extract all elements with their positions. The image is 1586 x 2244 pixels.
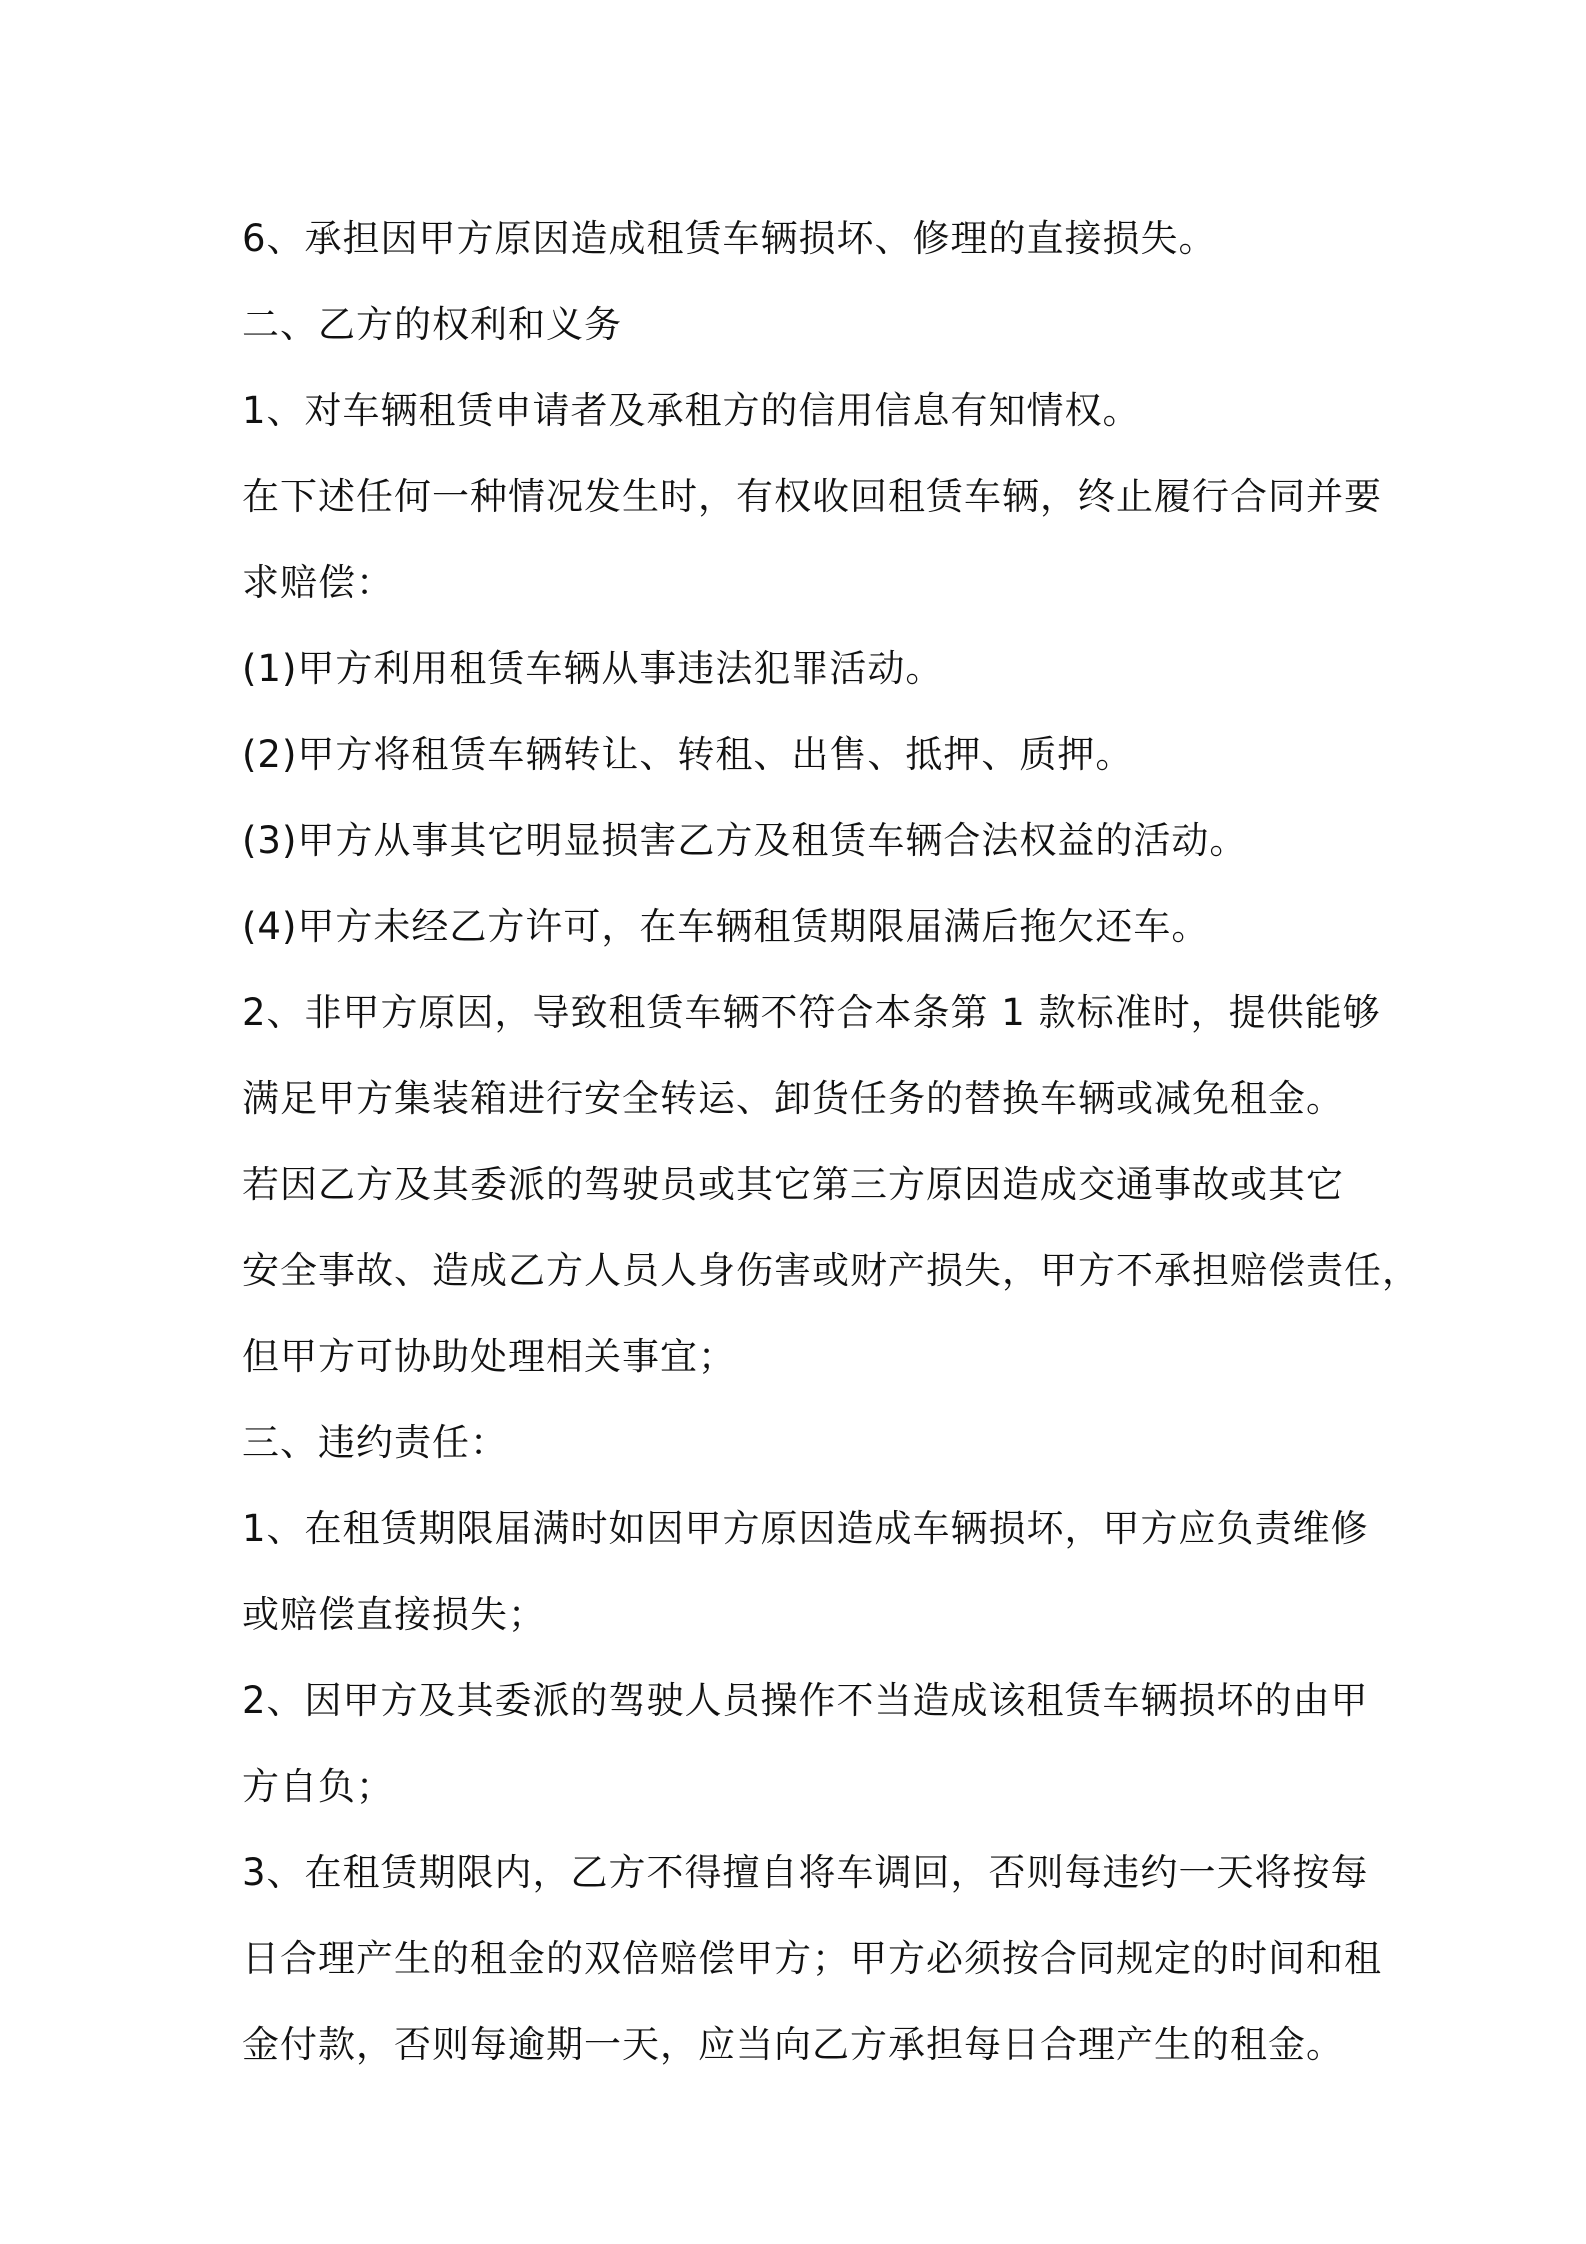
paragraph-line: 若因乙方及其委派的驾驶员或其它第三方原因造成交通事故或其它 bbox=[242, 1163, 1344, 1206]
liability-clause-2: 2、因甲方及其委派的驾驶人员操作不当造成该租赁车辆损坏的由甲 bbox=[242, 1679, 1369, 1722]
paragraph-line: 但甲方可协助处理相关事宜； bbox=[242, 1335, 736, 1378]
list-item-4: (4)甲方未经乙方许可，在车辆租赁期限届满后拖欠还车。 bbox=[242, 905, 1210, 948]
paragraph-line: 方自负； bbox=[242, 1765, 394, 1808]
section-heading-2: 二、乙方的权利和义务 bbox=[242, 303, 622, 346]
list-item-2: (2)甲方将租赁车辆转让、转租、出售、抵押、质押。 bbox=[242, 733, 1134, 776]
liability-clause-1: 1、在租赁期限届满时如因甲方原因造成车辆损坏，甲方应负责维修 bbox=[242, 1507, 1369, 1550]
paragraph-line: 满足甲方集装箱进行安全转运、卸货任务的替换车辆或减免租金。 bbox=[242, 1077, 1344, 1120]
paragraph-line: 在下述任何一种情况发生时，有权收回租赁车辆，终止履行合同并要 bbox=[242, 475, 1382, 518]
paragraph-line: 求赔偿： bbox=[242, 561, 394, 604]
document-body bbox=[242, 196, 1420, 2088]
list-item-1: (1)甲方利用租赁车辆从事违法犯罪活动。 bbox=[242, 647, 944, 690]
paragraph-line: 金付款，否则每逾期一天，应当向乙方承担每日合理产生的租金。 bbox=[242, 2023, 1344, 2066]
list-item-3: (3)甲方从事其它明显损害乙方及租赁车辆合法权益的活动。 bbox=[242, 819, 1248, 862]
paragraph-line: 安全事故、造成乙方人员人身伤害或财产损失，甲方不承担赔偿责任， bbox=[242, 1249, 1420, 1292]
paragraph-line: 日合理产生的租金的双倍赔偿甲方；甲方必须按合同规定的时间和租 bbox=[242, 1937, 1382, 1980]
liability-clause-3: 3、在租赁期限内，乙方不得擅自将车调回，否则每违约一天将按每 bbox=[242, 1851, 1369, 1894]
clause-6-text: 6、承担因甲方原因造成租赁车辆损坏、修理的直接损失。 bbox=[242, 217, 1217, 260]
clause-1-text: 1、对车辆租赁申请者及承租方的信用信息有知情权。 bbox=[242, 389, 1141, 432]
clause-2-text: 2、非甲方原因，导致租赁车辆不符合本条第 1 款标准时，提供能够 bbox=[242, 991, 1381, 1034]
paragraph-line: 或赔偿直接损失； bbox=[242, 1593, 546, 1636]
section-heading-3: 三、违约责任： bbox=[242, 1421, 508, 1464]
